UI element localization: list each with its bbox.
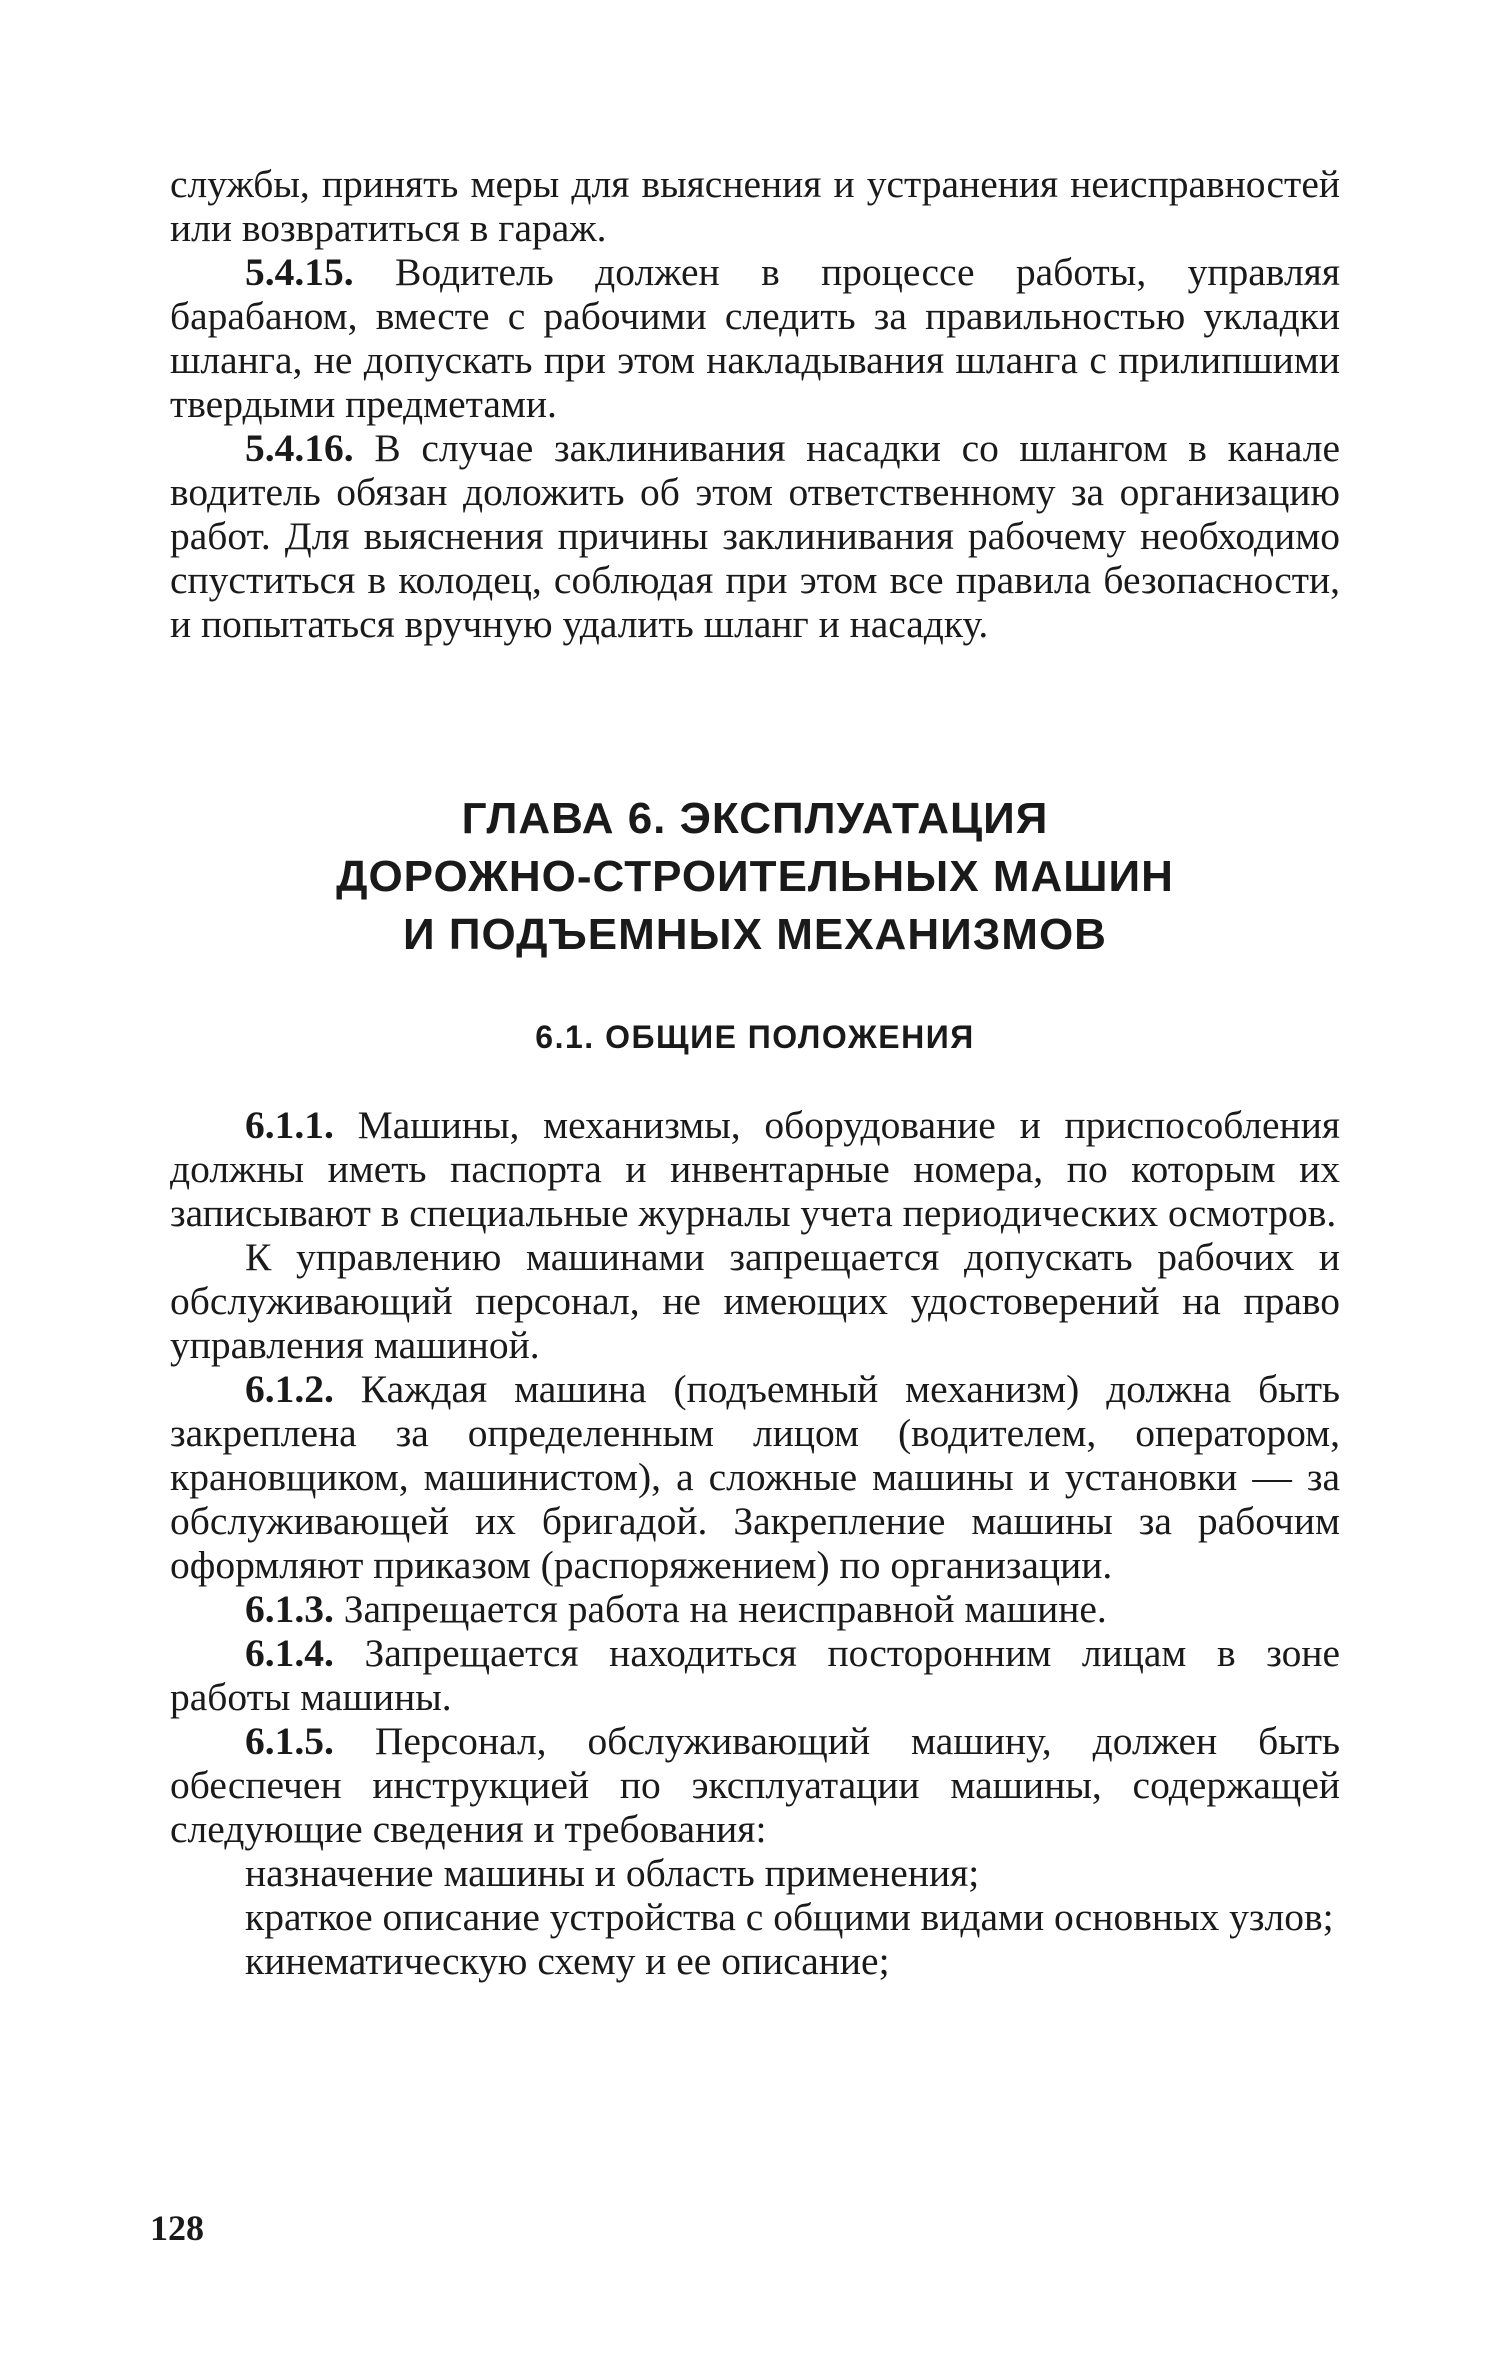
paragraph-text: Персонал, обслуживающий машину, должен быть обеспечен инструкцией по эксплуатации машины, содержащей следующие сведения и требования:	[170, 1719, 1340, 1851]
chapter-heading-line: ГЛАВА 6. ЭКСПЛУАТАЦИЯ	[461, 794, 1049, 843]
clause-number: 6.1.5.	[245, 1719, 334, 1763]
clause-number: 6.1.4.	[245, 1631, 334, 1675]
paragraph-admission	[170, 1235, 1340, 1367]
page-number: 128	[150, 2208, 204, 2248]
paragraph-continuation	[170, 162, 1340, 250]
top-text-block	[170, 162, 1340, 646]
paragraph-text: Запрещается находиться посторонним лицам в зоне работы машины.	[170, 1631, 1340, 1719]
list-item	[170, 1851, 1340, 1895]
paragraph-6-1-4	[170, 1631, 1340, 1719]
paragraph-6-1-1	[170, 1103, 1340, 1235]
list-item	[170, 1895, 1340, 1939]
paragraph-text: кинематическую схему и ее описание;	[245, 1939, 890, 1983]
paragraph-text: В случае заклинивания насадки со шлангом в канале водитель обязан доложить об этом ответственному за организацию работ. Для выяснения причины заклинивания рабочему необходимо спуститься в колодец, соблюдая при этом все правила безопасности, и попытаться вручную удалить шланг и насадку.	[170, 426, 1340, 646]
clause-number: 6.1.2.	[245, 1367, 334, 1411]
clause-number: 6.1.1.	[245, 1103, 334, 1147]
section-heading: 6.1. ОБЩИЕ ПОЛОЖЕНИЯ	[535, 1019, 975, 1055]
paragraph-text: назначение машины и область применения;	[245, 1851, 980, 1895]
clause-number: 5.4.15.	[245, 250, 354, 294]
chapter-heading	[170, 790, 1340, 964]
chapter-heading-line: ДОРОЖНО-СТРОИТЕЛЬНЫХ МАШИН	[336, 852, 1174, 901]
list-item	[170, 1939, 1340, 1983]
paragraph-text: Запрещается работа на неисправной машине.	[333, 1587, 1107, 1631]
paragraph-text: краткое описание устройства с общими видами основных узлов;	[245, 1895, 1334, 1939]
clause-number: 6.1.3.	[245, 1587, 334, 1631]
paragraph-5-4-15	[170, 250, 1340, 426]
chapter-heading-line: И ПОДЪЕМНЫХ МЕХАНИЗМОВ	[403, 910, 1107, 959]
paragraph-6-1-3	[170, 1587, 1340, 1631]
paragraph-text: Каждая машина (подъемный механизм) должна быть закреплена за определенным лицом (водителем, оператором, крановщиком, машинистом), а сложные машины и установки — за обслуживающей их бригадой. Закрепление машины за рабочим оформляют приказом (распоряжением) по организации.	[170, 1367, 1340, 1587]
paragraph-text: К управлению машинами запрещается допускать рабочих и обслуживающий персонал, не имеющих удостоверений на право управления машиной.	[170, 1235, 1340, 1367]
paragraph-6-1-5	[170, 1719, 1340, 1851]
paragraph-6-1-2	[170, 1367, 1340, 1587]
paragraph-text: Машины, механизмы, оборудование и приспособления должны иметь паспорта и инвентарные номера, по которым их записывают в специальные журналы учета периодических осмотров.	[170, 1103, 1340, 1235]
paragraph-text: Водитель должен в процессе работы, управляя барабаном, вместе с рабочими следить за правильностью укладки шланга, не допускать при этом накладывания шланга с прилипшими твердыми предметами.	[170, 250, 1340, 426]
body-text-block	[170, 1103, 1340, 1983]
paragraph-5-4-16	[170, 426, 1340, 646]
paragraph-text: службы, принять меры для выяснения и устранения неисправностей или возвратиться в гараж.	[170, 162, 1340, 250]
clause-number: 5.4.16.	[245, 426, 354, 470]
